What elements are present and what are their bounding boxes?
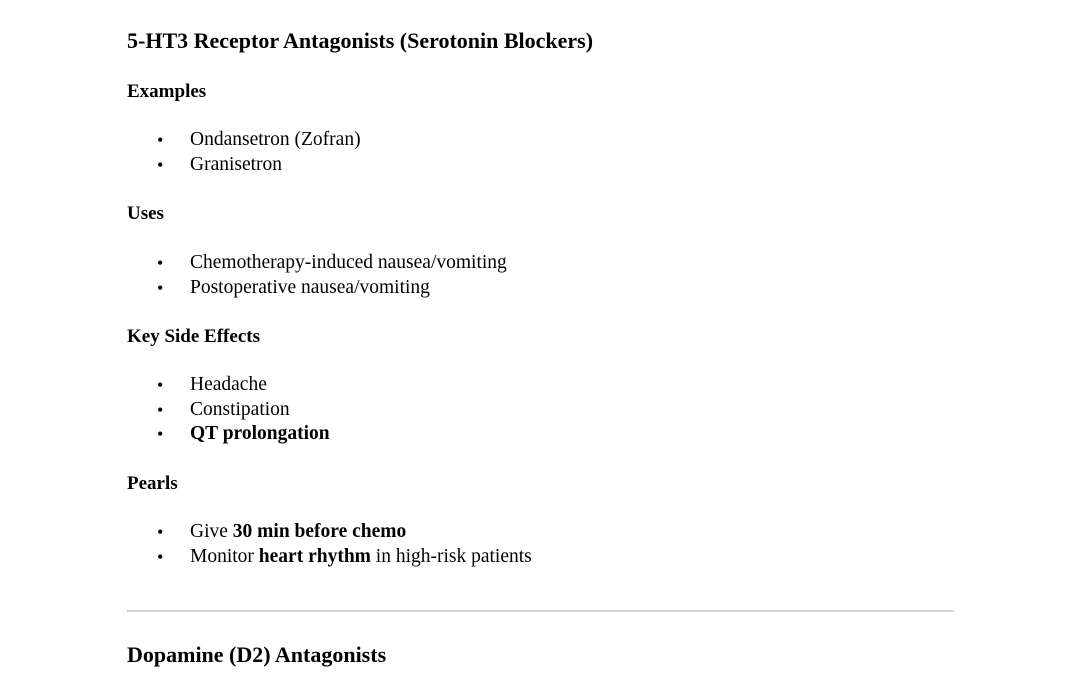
list-item-text: Constipation bbox=[190, 398, 290, 420]
pearl-emphasis: 30 min before chemo bbox=[232, 521, 407, 542]
heading-key-side-effects: Key Side Effects bbox=[127, 326, 260, 347]
pearl-suffix: in high-risk patients bbox=[370, 545, 532, 567]
examples-list bbox=[127, 128, 361, 177]
side-effects-list bbox=[127, 373, 330, 447]
pearls-list bbox=[127, 520, 532, 569]
bullet-icon: • bbox=[157, 522, 164, 542]
bullet-icon: • bbox=[157, 130, 164, 150]
list-item bbox=[127, 276, 507, 301]
list-item-text: Ondansetron (Zofran) bbox=[190, 129, 361, 150]
list-item bbox=[127, 520, 532, 545]
bullet-icon: • bbox=[157, 253, 164, 273]
pearl-prefix: Monitor bbox=[190, 545, 259, 567]
list-item-text: Postoperative nausea/vomiting bbox=[190, 276, 430, 298]
bullet-icon: • bbox=[157, 546, 164, 567]
bullet-icon: • bbox=[157, 277, 164, 298]
list-item bbox=[127, 545, 532, 570]
list-item bbox=[127, 373, 330, 398]
heading-pearls: Pearls bbox=[127, 473, 178, 494]
pearl-prefix: Give bbox=[190, 521, 233, 542]
section-title-dopamine: Dopamine (D2) Antagonists bbox=[127, 642, 387, 667]
list-item-text: Chemotherapy-induced nausea/vomiting bbox=[190, 252, 507, 273]
list-item-text: QT prolongation bbox=[190, 423, 330, 444]
list-item bbox=[127, 422, 330, 447]
bullet-icon: • bbox=[157, 424, 164, 444]
list-item-text: Headache bbox=[190, 374, 267, 395]
list-item bbox=[127, 128, 361, 153]
list-item-text: Granisetron bbox=[190, 153, 283, 175]
heading-uses: Uses bbox=[127, 203, 164, 224]
pearl-emphasis: heart rhythm bbox=[258, 545, 371, 567]
list-item bbox=[127, 398, 330, 423]
list-item bbox=[127, 251, 507, 276]
list-item bbox=[127, 153, 361, 178]
section-divider bbox=[127, 610, 954, 612]
heading-examples: Examples bbox=[127, 81, 207, 102]
section-title-5ht3: 5-HT3 Receptor Antagonists (Serotonin Blockers) bbox=[127, 28, 594, 53]
uses-list bbox=[127, 251, 507, 300]
bullet-icon: • bbox=[157, 375, 164, 395]
bullet-icon: • bbox=[157, 399, 164, 420]
bullet-icon: • bbox=[157, 154, 164, 175]
